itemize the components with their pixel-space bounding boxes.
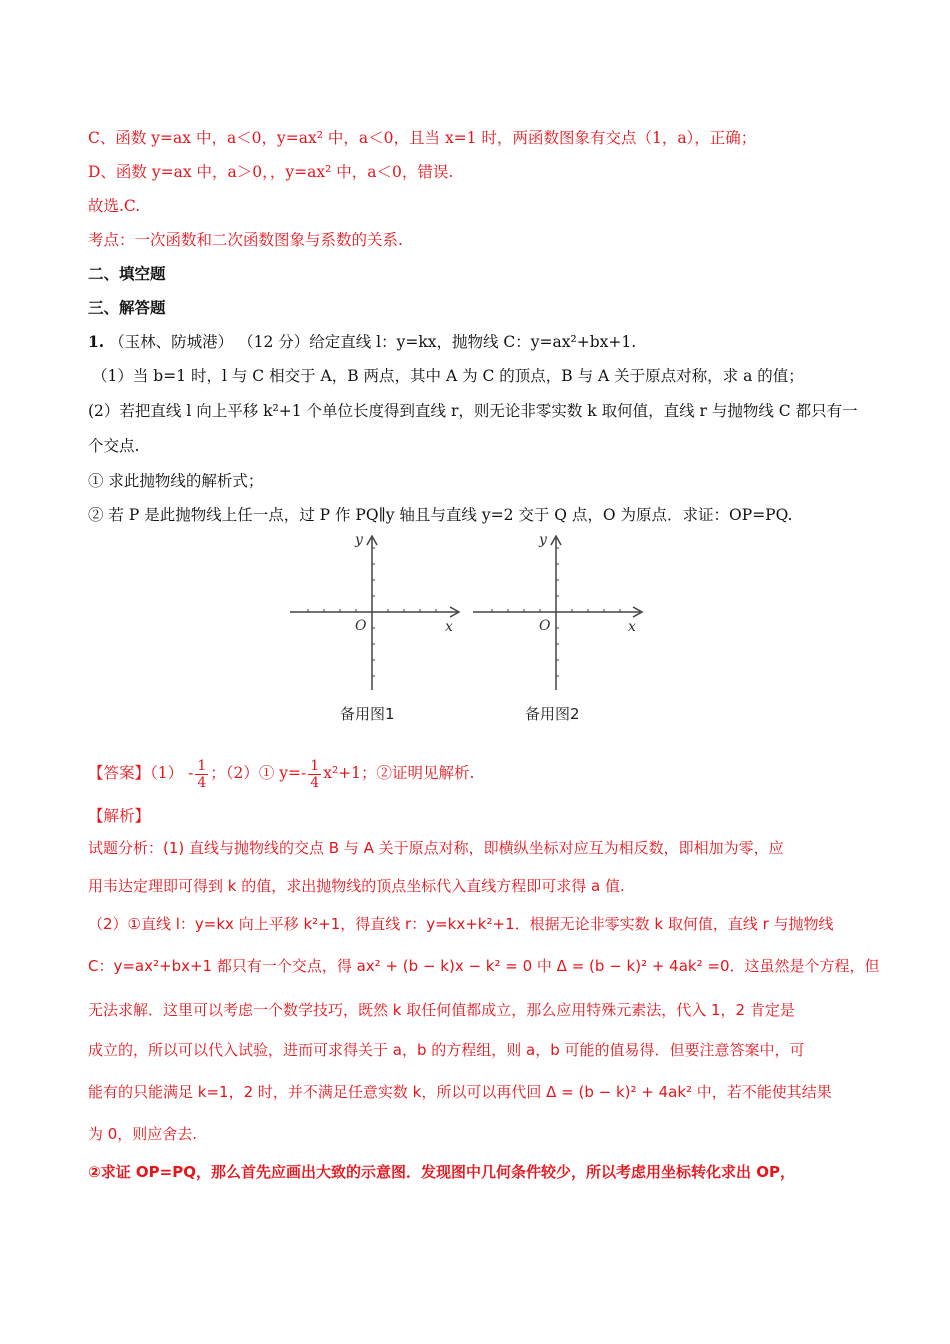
analysis-line-6: 成立的，所以可以代入试验，进而可求得关于 a，b 的方程组，则 a，b 可能的值易得．但要注意答案中，可 [88,1041,805,1059]
y-label-1: y [355,532,363,548]
problem-number: 1. [88,332,105,351]
analysis-line-2: 用韦达定理即可得到 k 的值，求出抛物线的顶点坐标代入直线方程即可求得 a 值. [88,877,625,895]
problem-sub-question-2: ② 若 P 是此抛物线上任一点，过 P 作 PQ∥y 轴且与直线 y=2 交于 Q 点，O 为原点．求证：OP=PQ. [88,506,793,524]
problem-statement: 给定直线 l：y=kx，抛物线 C：y=ax²+bx+1. [309,333,637,351]
answer-tag: 【答案】 [88,764,151,782]
problem-part-1: （1）当 b=1 时，l 与 C 相交于 A，B 两点，其中 A 为 C 的顶点，B 与 A 关于原点对称，求 a 的值； [92,367,804,385]
analysis-tag: 【解析】 [88,807,151,825]
problem-part-2-line1: (2）若把直线 l 向上平移 k²+1 个单位长度得到直线 r，则无论非零实数 k 取何值，直线 r 与抛物线 C 都只有一 [88,402,858,420]
analysis-line-1: 试题分析：(1) 直线与抛物线的交点 B 与 A 关于原点对称，即横纵坐标对应互为相反数，即相加为零，应 [88,839,784,857]
answer-part2-prefix: ；（2）① y= [210,764,302,782]
answer-part2-suffix: x²+1；②证明见解析. [323,764,475,782]
coordinate-figure-1 [285,530,465,700]
option-c-text: C、函数 y=ax 中，a＜0，y=ax² 中，a＜0，且当 x=1 时，两函数图象有交点（1，a），正确； [88,129,757,147]
problem-sub-question-1: ① 求此抛物线的解析式； [88,472,264,490]
fraction-denominator: 4 [197,774,207,791]
x-label-1: x [445,619,453,635]
figure-2-caption: 备用图2 [525,705,580,723]
analysis-line-8: 为 0，则应舍去. [88,1125,198,1143]
fraction-numerator: 1 [310,757,320,774]
problem-1-stem [88,332,636,352]
answer-choice: 故选.C. [88,197,141,215]
fraction-denominator: 4 [310,774,320,791]
analysis-line-4: C：y=ax²+bx+1 都只有一个交点，得 ax² + (b − k)x − k² = 0 中 Δ = (b − k)² + 4ak² =0．这虽然是个方程，但 [88,957,880,975]
x-label-2: x [628,619,636,635]
y-label-2: y [539,532,547,548]
answer-minus-1: - [188,764,194,782]
answer-line [88,754,474,792]
coordinate-figure-2 [468,530,648,700]
origin-label-2: O [539,618,551,634]
section-solve-heading: 三、解答题 [88,299,166,317]
analysis-line-7: 能有的只能满足 k=1，2 时，并不满足任意实数 k，所以可以再代回 Δ = (b − k)² + 4ak² 中，若不能使其结果 [88,1083,832,1101]
origin-label-1: O [355,618,367,634]
problem-source: （玉林、防城港） [109,333,234,351]
answer-part1-prefix: （1） [150,764,184,782]
kaodian-text: 考点：一次函数和二次函数图象与系数的关系. [88,231,403,249]
section-fill-blank-heading: 二、填空题 [88,265,166,283]
analysis-line-5: 无法求解．这里可以考虑一个数学技巧，既然 k 取任何值都成立，那么应用特殊元素法，代入 1，2 肯定是 [88,1001,795,1019]
option-d-text: D、函数 y=ax 中，a＞0，，y=ax² 中，a＜0，错误. [88,163,454,181]
fraction-numerator: 1 [197,757,207,774]
problem-part-2-line2: 个交点. [88,437,140,455]
answer-fraction-2 [308,758,321,791]
answer-minus-2: - [301,764,307,782]
problem-points: （12 分） [238,333,310,351]
figure-1-caption: 备用图1 [340,705,395,723]
answer-fraction-1 [195,758,208,791]
analysis-line-9: ②求证 OP=PQ，那么首先应画出大致的示意图．发现图中几何条件较少，所以考虑用坐标转化求出 OP， [88,1163,795,1181]
analysis-line-3: （2）①直线 l：y=kx 向上平移 k²+1，得直线 r：y=kx+k²+1．根据无论非零实数 k 取何值，直线 r 与抛物线 [88,915,834,933]
